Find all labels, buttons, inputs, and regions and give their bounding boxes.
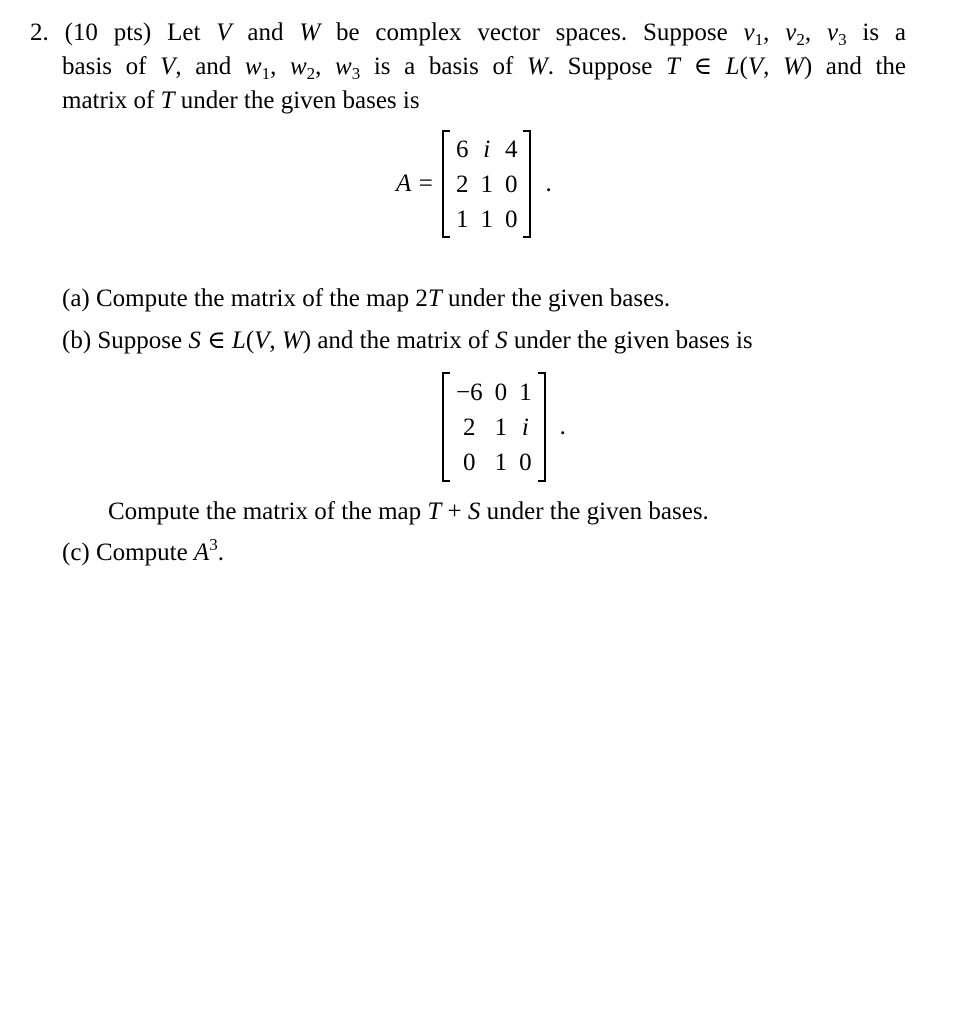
matrix-row <box>450 410 538 445</box>
matrix-entry: 0 <box>504 170 518 198</box>
matrix-entry: 0 <box>463 448 476 476</box>
problem-line-3 <box>62 86 420 116</box>
subscript: 2 <box>796 30 805 49</box>
text-segment: . Suppose <box>547 53 666 80</box>
text-segment: . <box>217 539 224 566</box>
text-segment: Compute the matrix of the map <box>108 498 428 525</box>
text-segment: ) and the matrix of <box>302 327 496 354</box>
matrix-entry: 6 <box>455 135 469 163</box>
matrix-s-table <box>450 375 538 480</box>
math-symbol: V <box>254 327 270 354</box>
subscript: 3 <box>838 30 847 49</box>
text-segment: is a basis of <box>360 53 527 80</box>
text-segment: , <box>315 53 336 80</box>
math-symbol: V <box>747 53 764 80</box>
text-segment: is a <box>846 19 907 46</box>
math-symbol: S <box>495 327 508 354</box>
text-segment: be complex vector spaces. Suppose <box>320 19 744 46</box>
text-segment: , <box>763 19 786 46</box>
math-symbol: v <box>785 19 797 46</box>
math-symbol: T <box>427 285 442 312</box>
right-bracket <box>538 372 546 482</box>
matrix-row <box>450 202 524 237</box>
math-symbol: w <box>289 53 307 80</box>
math-symbol: v <box>743 19 755 46</box>
matrix-entry: 1 <box>480 170 493 198</box>
problem-line-1 <box>30 18 906 48</box>
text-segment: under the given bases is <box>174 87 420 114</box>
math-symbol: A <box>193 539 210 566</box>
text-segment: , and <box>175 53 245 80</box>
math-symbol: w <box>244 53 262 80</box>
matrix-row <box>450 375 538 410</box>
text-segment: , <box>763 53 783 80</box>
text-segment: 2. (10 pts) Let <box>30 19 217 46</box>
math-symbol: L <box>725 53 740 80</box>
math-symbol: w <box>335 53 352 80</box>
math-symbol: v <box>826 19 839 46</box>
matrix-s <box>442 372 566 482</box>
problem-line-2 <box>62 52 906 82</box>
math-symbol: W <box>783 53 804 80</box>
matrix-entry: 1 <box>519 378 532 406</box>
matrix-entry: 1 <box>494 448 508 476</box>
matrix-row <box>450 445 538 480</box>
part-b-continued <box>108 497 709 527</box>
matrix-s-period: . <box>559 413 566 440</box>
math-symbol: T <box>160 87 175 114</box>
matrix-entry: 0 <box>494 378 508 406</box>
text-segment: ) and the <box>803 53 907 80</box>
subscript: 1 <box>754 30 764 49</box>
subscript: 3 <box>351 64 361 83</box>
math-symbol: W <box>281 327 303 354</box>
subscript: 1 <box>261 64 271 83</box>
right-bracket <box>523 130 531 238</box>
matrix-entry: 1 <box>455 205 469 233</box>
text-segment: and <box>231 19 300 46</box>
text-segment: + <box>441 498 468 525</box>
math-symbol: L <box>231 327 246 354</box>
left-bracket <box>442 130 450 238</box>
text-segment: ( <box>245 327 255 354</box>
left-bracket <box>442 372 450 482</box>
text-segment: matrix of <box>62 87 161 114</box>
matrix-entry: 1 <box>494 413 508 441</box>
text-segment: , <box>270 53 290 80</box>
matrix-entry: 1 <box>480 205 493 233</box>
matrix-row <box>450 132 524 167</box>
part-a <box>62 284 670 314</box>
part-c <box>62 535 224 568</box>
text-segment: , <box>804 19 827 46</box>
matrix-entry: 2 <box>455 170 469 198</box>
matrix-entry: 4 <box>504 135 518 163</box>
text-segment: basis of <box>62 53 161 80</box>
text-segment: , <box>269 327 282 354</box>
matrix-a-table <box>450 132 524 237</box>
part-b <box>62 326 753 356</box>
matrix-a-label: A = <box>396 170 434 197</box>
math-symbol: V <box>160 53 176 80</box>
text-segment: (b) Suppose <box>62 327 189 354</box>
math-symbol: T <box>665 53 680 80</box>
matrix-row <box>450 167 524 202</box>
text-segment: (a) Compute the matrix of the map 2 <box>62 285 428 312</box>
matrix-a <box>396 130 552 238</box>
math-symbol: W <box>299 19 321 46</box>
math-symbol: S <box>188 327 201 354</box>
matrix-entry: 0 <box>504 205 518 233</box>
matrix-a-period: . <box>545 170 552 197</box>
text-segment: under the given bases. <box>441 285 671 312</box>
matrix-entry: 2 <box>463 413 476 441</box>
math-symbol: W <box>526 53 548 80</box>
text-segment: ∈ <box>200 327 232 354</box>
text-segment: (c) Compute <box>62 539 194 566</box>
subscript: 2 <box>306 64 316 83</box>
text-segment: ∈ <box>679 53 726 80</box>
matrix-entry: 0 <box>519 448 532 476</box>
matrix-entry: −6 <box>456 378 483 406</box>
matrix-entry: i <box>521 413 529 441</box>
superscript: 3 <box>209 535 218 554</box>
text-segment: ( <box>739 53 748 80</box>
matrix-entry: i <box>483 135 491 163</box>
text-segment: under the given bases. <box>480 498 709 525</box>
text-segment: under the given bases is <box>507 327 753 354</box>
math-symbol: T <box>427 498 442 525</box>
math-symbol: V <box>216 19 232 46</box>
math-symbol: S <box>467 498 481 525</box>
